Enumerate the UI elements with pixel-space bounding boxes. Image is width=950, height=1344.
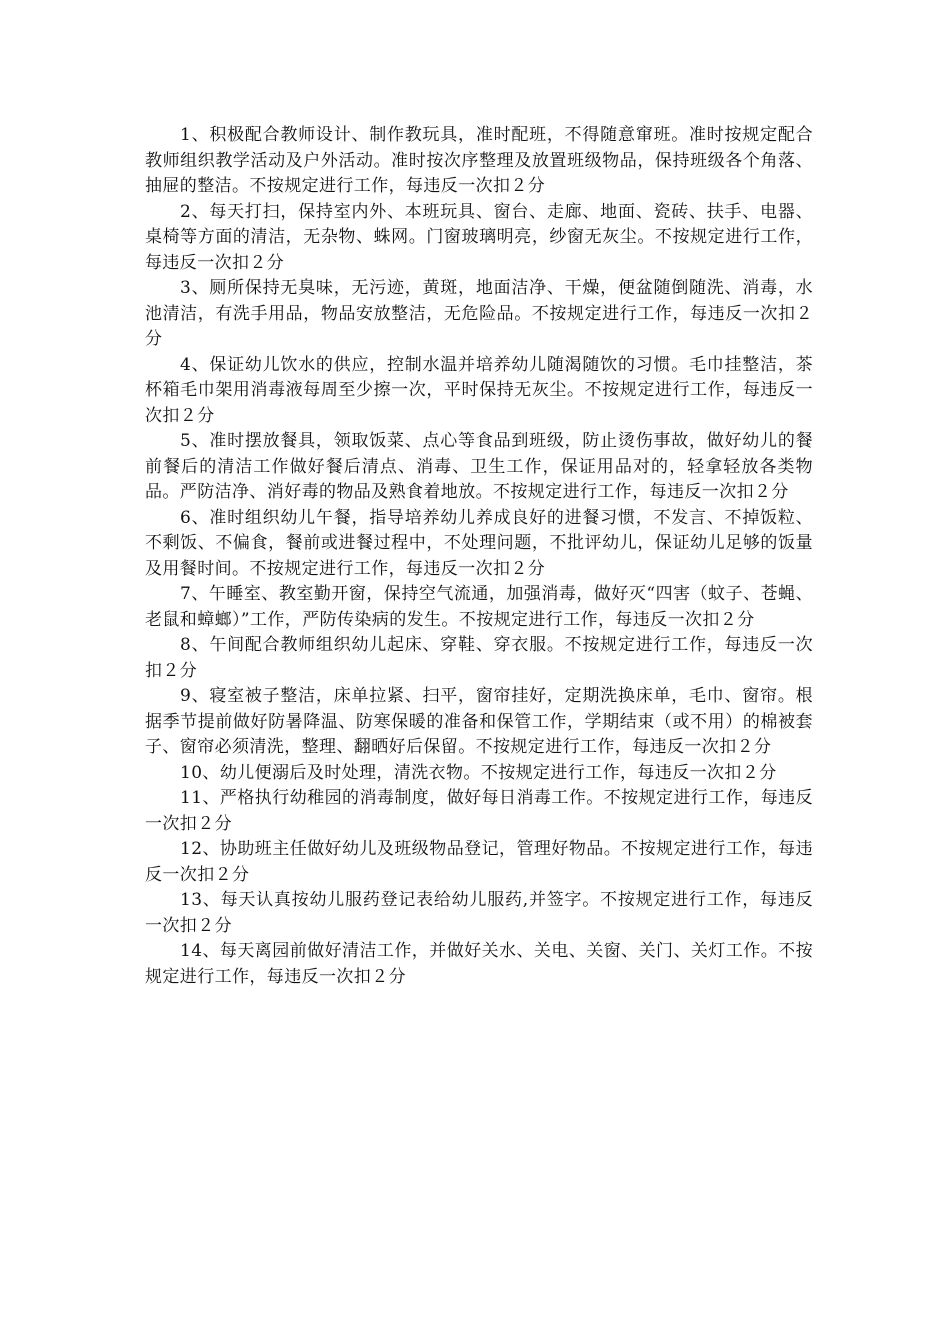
rule-paragraph-3: 3、厕所保持无臭味，无污迹，黄斑，地面洁净、干燥，便盆随倒随洗、消毒，水池清洁，有洗手用品，物品安放整洁，无危险品。不按规定进行工作，每违反一次扣２分 — [145, 278, 813, 349]
rule-paragraph-9: 9、寝室被子整洁，床单拉紧、扫平，窗帘挂好，定期洗换床单，毛巾、窗帘。根据季节提前做好防暑降温、防寒保暖的准备和保管工作，学期结束（或不用）的棉被套子、窗帘必须清洗，整理、翻晒好后保留。不按规定进行工作，每违反一次扣２分 — [145, 686, 813, 757]
rule-paragraph-5: 5、准时摆放餐具，领取饭菜、点心等食品到班级，防止烫伤事故，做好幼儿的餐前餐后的清洁工作做好餐后清点、消毒、卫生工作，保证用品对的，轻拿轻放各类物品。严防洁净、消好毒的物品及熟食着地放。不按规定进行工作，每违反一次扣２分 — [145, 431, 813, 502]
rule-paragraph-8: 8、午间配合教师组织幼儿起床、穿鞋、穿衣服。不按规定进行工作，每违反一次扣２分 — [145, 635, 813, 681]
rule-paragraph-2: 2、每天打扫，保持室内外、本班玩具、窗台、走廊、地面、瓷砖、扶手、电器、桌椅等方面的清洁，无杂物、蛛网。门窗玻璃明亮，纱窗无灰尘。不按规定进行工作，每违反一次扣２分 — [145, 201, 813, 273]
rule-paragraph-7: 7、午睡室、教室勤开窗，保持空气流通，加强消毒，做好灭“四害（蚊子、苍蝇、老鼠和蟑螂）”工作，严防传染病的发生。不按规定进行工作，每违反一次扣２分 — [145, 584, 813, 630]
rule-paragraph-14: 14、每天离园前做好清洁工作，并做好关水、关电、关窗、关门、关灯工作。不按规定进行工作，每违反一次扣２分 — [145, 941, 813, 987]
rule-paragraph-13: 13、每天认真按幼儿服药登记表给幼儿服药,并签字。不按规定进行工作，每违反一次扣２分 — [145, 890, 813, 936]
rule-paragraph-11: 11、严格执行幼稚园的消毒制度，做好每日消毒工作。不按规定进行工作，每违反一次扣２分 — [145, 788, 813, 834]
rule-paragraph-12: 12、协助班主任做好幼儿及班级物品登记，管理好物品。不按规定进行工作，每违反一次扣２分 — [145, 839, 813, 885]
rule-paragraph-6: 6、准时组织幼儿午餐，指导培养幼儿养成良好的进餐习惯，不发言、不掉饭粒、不剩饭、不偏食，餐前或进餐过程中，不处理问题，不批评幼儿，保证幼儿足够的饭量及用餐时间。不按规定进行工作，每违反一次扣２分 — [145, 507, 813, 579]
document-body — [145, 123, 813, 990]
rule-paragraph-1: 1、积极配合教师设计、制作教玩具，准时配班，不得随意窜班。准时按规定配合教师组织教学活动及户外活动。准时按次序整理及放置班级物品，保持班级各个角落、抽屉的整洁。不按规定进行工作，每违反一次扣２分 — [145, 125, 813, 196]
rule-paragraph-10: 10、幼儿便溺后及时处理，清洗衣物。不按规定进行工作，每违反一次扣２分 — [180, 762, 777, 783]
rule-paragraph-4: 4、保证幼儿饮水的供应，控制水温并培养幼儿随渴随饮的习惯。毛巾挂整洁，茶杯箱毛巾架用消毒液每周至少擦一次，平时保持无灰尘。不按规定进行工作，每违反一次扣２分 — [145, 354, 813, 426]
